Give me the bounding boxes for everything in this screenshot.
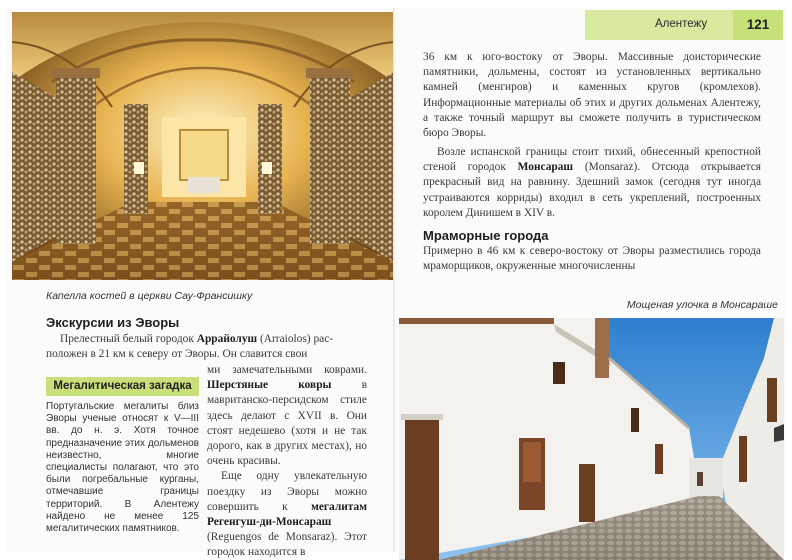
chapel-of-bones-photo xyxy=(12,12,394,280)
megaliths-paragraph xyxy=(207,469,367,560)
megaliths-text-start: Еще одну увлекательную поездку из Эворы можно совершить к xyxy=(207,470,367,513)
megalith-sidebar xyxy=(46,377,199,535)
page-number: 121 xyxy=(733,10,783,40)
monsaraz-street-photo xyxy=(399,318,784,560)
carpets-paragraph xyxy=(207,363,367,469)
wool-carpets-term: Шерстяные ковры xyxy=(207,379,332,392)
carpets-column xyxy=(207,363,367,560)
left-page xyxy=(6,8,395,559)
megaliths-text-end: (Reguengos de Monsaraz). Этот городок находится в xyxy=(207,531,367,559)
chapel-photo-caption: Капелла костей в церкви Сау-Франсишку xyxy=(46,290,253,302)
intro-paragraph xyxy=(46,332,366,362)
intro-text-start: Прелестный белый городок xyxy=(60,333,197,345)
section-title-excursions: Экскурсии из Эворы xyxy=(46,315,180,330)
street-photo-caption: Мощеная улочка в Монсараше xyxy=(626,299,778,311)
arraiolos-term: Аррайолуш xyxy=(196,333,258,345)
running-head xyxy=(585,10,783,40)
section-title-marble-towns: Мраморные города xyxy=(423,228,549,243)
running-head-section: Алентежу xyxy=(655,18,708,30)
dolmens-paragraph: 36 км к юго-востоку от Эворы. Массивные доисторические памятники, дольмены, состоят из установленных вертикально камней (менгиров) и каменных кругов (кромлехов). Информационные материалы об этих и других дольменах Алентежу, а также точный маршрут вы сможете получить в туристическом бюро Эворы. xyxy=(423,51,761,140)
sidebar-text: Португальские мегалиты близ Эворы ученые относят к V—III вв. до н. э. Хотя точное предназначение этих дольменов неизвестно, многие специалисты полагают, что это были погребальные курганы, отмечавшие границы территорий. В Алентежу найдено не менее 125 мегалитических памятников. xyxy=(46,401,199,535)
intro-text-end: (Arraiolos) расположен в 21 км к северу от Эворы. Он славится свои xyxy=(46,333,334,361)
monsaraz-text-end: (Monsaraz). Отсюда открывается прекрасный вид на равнину. Здешний замок (сегодня тут иногда устраиваются корриды) входил в сеть укреплений, построенных королем Динишем в XIV в. xyxy=(423,161,761,219)
sidebar-title: Мегалитическая загадка xyxy=(46,377,199,396)
marble-towns-paragraph: Примерно в 46 км к северо-востоку от Эворы разместились города мраморщиков, окруженные многочисленны xyxy=(423,245,761,273)
carpets-text-end: в мавританско-персидском стиле здесь делают с XVII в. Они стоят недешево (хотя и не так дорого, как в других местах), но очень красивы. xyxy=(207,379,367,468)
carpets-text-start: ми замечательными коврами. xyxy=(207,364,367,376)
right-page xyxy=(397,8,786,552)
monsaraz-paragraph xyxy=(423,145,761,221)
monsaraz-text-start: Возле испанской границы стоит тихий, обнесенный крепостной стеной городок xyxy=(423,146,761,174)
monsaraz-term: Монсараш xyxy=(517,161,574,174)
megaliths-term: мегалитам Регенгуш-ди-Монсараш xyxy=(207,500,367,529)
